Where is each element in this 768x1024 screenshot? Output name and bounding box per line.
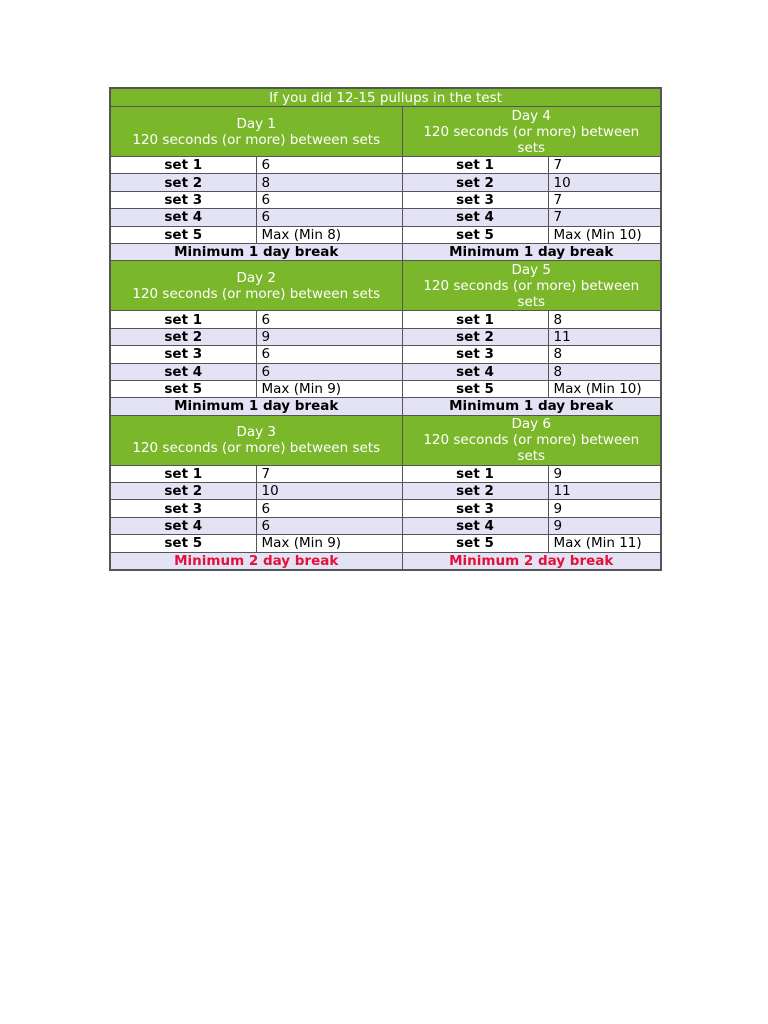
set-row xyxy=(110,209,661,226)
rest-note: 120 seconds (or more) between sets xyxy=(423,432,640,465)
day-label: Day 2 xyxy=(236,269,277,286)
break-note: Minimum 1 day break xyxy=(110,243,402,260)
rest-note: 120 seconds (or more) between sets xyxy=(132,131,381,148)
set-reps: Max (Min 9) xyxy=(256,380,402,397)
pullup-plan-table xyxy=(109,87,662,571)
set-label: set 3 xyxy=(110,500,256,517)
set-reps: 6 xyxy=(256,209,402,226)
day-header xyxy=(402,107,661,157)
day-label: Day 3 xyxy=(236,424,277,441)
set-reps: 7 xyxy=(256,465,402,482)
day-label: Day 1 xyxy=(236,115,277,132)
set-reps: 11 xyxy=(548,328,661,345)
set-row xyxy=(110,483,661,500)
day-label: Day 4 xyxy=(511,107,552,124)
set-label: set 5 xyxy=(110,535,256,552)
set-reps: 9 xyxy=(548,517,661,534)
day-label: Day 6 xyxy=(511,416,552,433)
set-row xyxy=(110,157,661,174)
set-reps: 6 xyxy=(256,191,402,208)
set-label: set 5 xyxy=(110,380,256,397)
day-header-row xyxy=(110,415,661,465)
set-reps: 9 xyxy=(548,465,661,482)
set-label: set 4 xyxy=(110,209,256,226)
break-note: Minimum 1 day break xyxy=(402,398,661,415)
set-row xyxy=(110,535,661,552)
set-reps: 6 xyxy=(256,346,402,363)
set-row xyxy=(110,363,661,380)
set-label: set 2 xyxy=(110,483,256,500)
set-row xyxy=(110,346,661,363)
set-label: set 4 xyxy=(402,517,548,534)
set-row xyxy=(110,311,661,328)
set-row xyxy=(110,500,661,517)
break-row xyxy=(110,398,661,415)
set-reps: 8 xyxy=(548,311,661,328)
set-reps: 11 xyxy=(548,483,661,500)
set-label: set 3 xyxy=(402,191,548,208)
set-reps: 6 xyxy=(256,311,402,328)
table-title: If you did 12-15 pullups in the test xyxy=(110,88,661,107)
set-label: set 2 xyxy=(402,328,548,345)
set-reps: 10 xyxy=(548,174,661,191)
break-row xyxy=(110,552,661,570)
set-label: set 5 xyxy=(110,226,256,243)
set-label: set 2 xyxy=(402,174,548,191)
set-label: set 2 xyxy=(110,174,256,191)
set-reps: Max (Min 8) xyxy=(256,226,402,243)
set-label: set 1 xyxy=(110,311,256,328)
break-row xyxy=(110,243,661,260)
day-label: Day 5 xyxy=(511,261,552,278)
set-label: set 3 xyxy=(110,346,256,363)
set-reps: Max (Min 10) xyxy=(548,226,661,243)
set-label: set 1 xyxy=(402,465,548,482)
set-row xyxy=(110,380,661,397)
set-row xyxy=(110,517,661,534)
set-reps: 6 xyxy=(256,363,402,380)
set-label: set 3 xyxy=(402,500,548,517)
set-label: set 1 xyxy=(402,311,548,328)
set-label: set 5 xyxy=(402,535,548,552)
day-header-row xyxy=(110,107,661,157)
set-label: set 3 xyxy=(110,191,256,208)
set-reps: 7 xyxy=(548,209,661,226)
set-label: set 5 xyxy=(402,226,548,243)
set-reps: Max (Min 10) xyxy=(548,380,661,397)
set-label: set 4 xyxy=(110,363,256,380)
set-reps: 7 xyxy=(548,191,661,208)
set-reps: 7 xyxy=(548,157,661,174)
set-reps: 8 xyxy=(548,346,661,363)
set-label: set 4 xyxy=(402,209,548,226)
set-label: set 1 xyxy=(402,157,548,174)
set-row xyxy=(110,465,661,482)
long-break-note: Minimum 2 day break xyxy=(110,552,402,570)
set-label: set 1 xyxy=(110,157,256,174)
set-label: set 2 xyxy=(110,328,256,345)
day-header xyxy=(110,107,402,157)
set-reps: 9 xyxy=(256,328,402,345)
rest-note: 120 seconds (or more) between sets xyxy=(132,440,381,457)
set-label: set 1 xyxy=(110,465,256,482)
rest-note: 120 seconds (or more) between sets xyxy=(423,277,640,310)
set-reps: 6 xyxy=(256,157,402,174)
day-header xyxy=(402,415,661,465)
break-note: Minimum 1 day break xyxy=(402,243,661,260)
set-row xyxy=(110,328,661,345)
day-header-row xyxy=(110,261,661,311)
set-reps: 9 xyxy=(548,500,661,517)
set-reps: 8 xyxy=(256,174,402,191)
break-note: Minimum 1 day break xyxy=(110,398,402,415)
day-header xyxy=(110,415,402,465)
rest-note: 120 seconds (or more) between sets xyxy=(132,285,381,302)
set-row xyxy=(110,226,661,243)
rest-note: 120 seconds (or more) between sets xyxy=(423,123,640,156)
day-header xyxy=(110,261,402,311)
long-break-note: Minimum 2 day break xyxy=(402,552,661,570)
set-reps: 6 xyxy=(256,500,402,517)
set-reps: Max (Min 9) xyxy=(256,535,402,552)
set-label: set 4 xyxy=(402,363,548,380)
set-reps: 10 xyxy=(256,483,402,500)
set-label: set 4 xyxy=(110,517,256,534)
set-label: set 3 xyxy=(402,346,548,363)
day-header xyxy=(402,261,661,311)
set-row xyxy=(110,174,661,191)
set-label: set 5 xyxy=(402,380,548,397)
set-label: set 2 xyxy=(402,483,548,500)
set-reps: 6 xyxy=(256,517,402,534)
title-row xyxy=(110,88,661,107)
set-reps: 8 xyxy=(548,363,661,380)
set-reps: Max (Min 11) xyxy=(548,535,661,552)
set-row xyxy=(110,191,661,208)
